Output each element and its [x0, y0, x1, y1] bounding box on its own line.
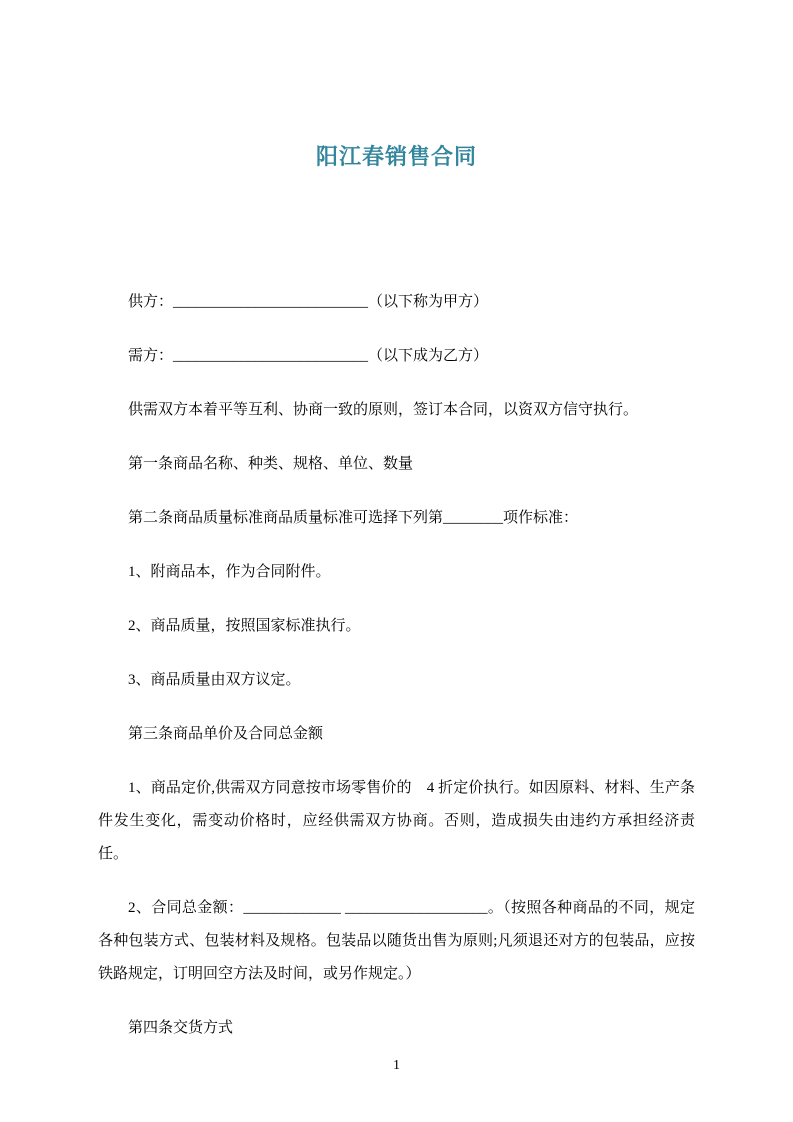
- paragraph-buyer-line: 需方：__________________________（以下成为乙方）: [128, 348, 489, 364]
- paragraph-article-2: 第二条商品质量标准商品质量标准可选择下列第________项作标准：: [128, 510, 579, 526]
- paragraph-article-3-item-1: 1、商品定价,供需双方同意按市场零售价的 4 折定价执行。如因原料、材料、生产条件发生变化，需变动价格时，应经供需双方协商。否则，造成损失由违约方承担经济责任。: [98, 780, 695, 862]
- document-title: 阳江春销售合同: [315, 144, 477, 169]
- paragraph-article-4: 第四条交货方式: [128, 1020, 234, 1036]
- paragraph-supplier-line: 供方：__________________________（以下称为甲方）: [128, 294, 489, 310]
- page-number: 1: [393, 1058, 400, 1073]
- paragraph-article-3: 第三条商品单价及合同总金额: [128, 726, 324, 742]
- paragraph-preamble: 供需双方本着平等互利、协商一致的原则，签订本合同，以资双方信守执行。: [128, 402, 639, 418]
- paragraph-article-1: 第一条商品名称、种类、规格、单位、数量: [128, 456, 414, 472]
- document-body: [98, 286, 695, 1045]
- paragraph-article-2-item-1: 1、附商品本，作为合同附件。: [128, 564, 331, 580]
- paragraph-article-3-item-2: 2、合同总金额：_____________ ___________________。（按照各种商品的不同，规定各种包装方式、包装材料及规格。包装品以随货出售为原则;凡须退还对方的包装品，应按铁路规定，订明回空方法及时间，或另作规定。）: [98, 900, 695, 982]
- paragraph-article-2-item-2: 2、商品质量，按照国家标准执行。: [128, 618, 361, 634]
- paragraph-article-2-item-3: 3、商品质量由双方议定。: [128, 672, 301, 688]
